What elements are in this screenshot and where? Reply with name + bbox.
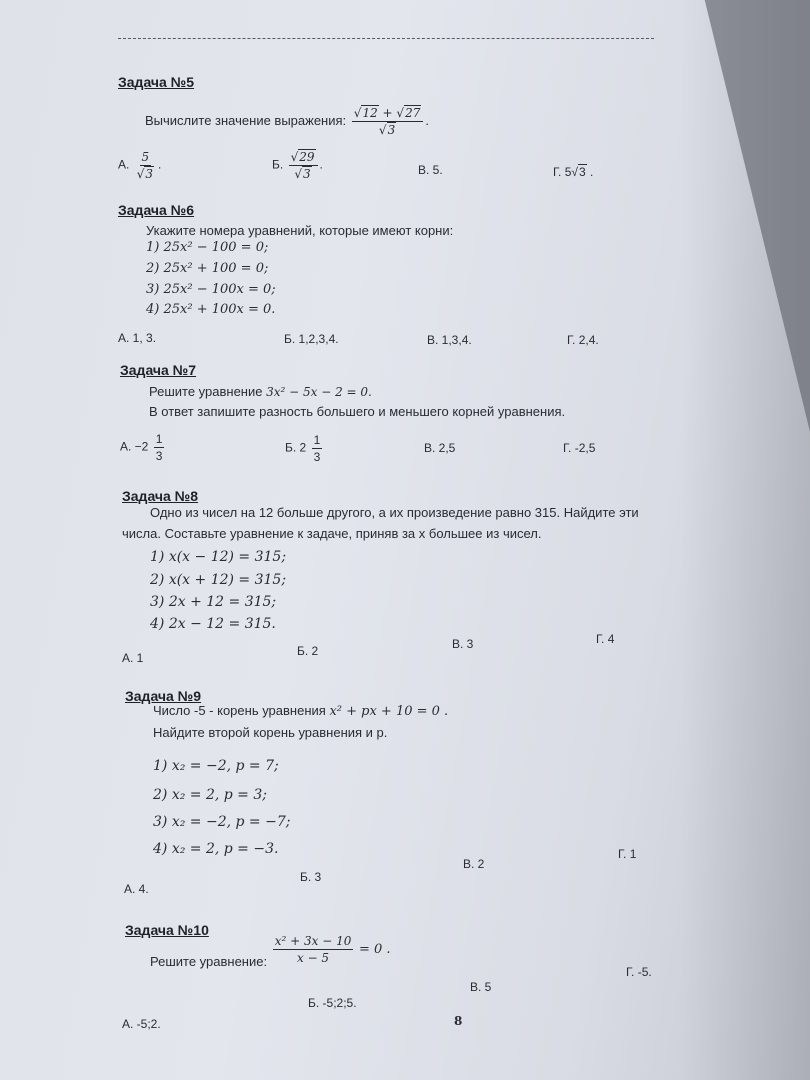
problem-9-equation: x² + px + 10 = 0 . [329, 704, 449, 719]
answer-a-fraction [154, 432, 165, 463]
problem-6-answer-d: Г. 2,4. [567, 333, 599, 347]
problem-10-line-1 [150, 934, 391, 969]
problem-8-item-1: 1) x(x − 12) = 315; [150, 549, 287, 565]
problem-8-item-3: 3) 2x + 12 = 315; [150, 594, 277, 610]
problem-10-denominator: x − 5 [296, 951, 330, 965]
problem-5-question [145, 106, 429, 137]
problem-8-item-4: 4) 2x − 12 = 315. [150, 616, 276, 632]
answer-b-label: Б. [272, 157, 284, 172]
problem-10-numerator: x² + 3x − 10 [274, 934, 352, 948]
problem-7-answer-a [120, 432, 166, 463]
problem-9-answer-a: А. 4. [124, 882, 149, 896]
answer-d-end: . [586, 165, 594, 179]
answer-a-label: А. −2 [120, 439, 149, 454]
problem-8-title: Задача №8 [122, 488, 199, 504]
problem-8-answer-b: Б. 2 [297, 644, 319, 658]
problem-6-item-3: 3) 25x² − 100x = 0; [146, 282, 276, 297]
problem-10-answer-c: В. 5 [470, 980, 492, 994]
radicand-3: 3 [387, 123, 396, 137]
answer-b-den: 3 [313, 450, 321, 464]
problem-5-question-end: . [425, 112, 429, 128]
answer-b-num: 1 [313, 433, 321, 447]
problem-10-answer-a: А. -5;2. [122, 1017, 161, 1031]
problem-9-line-2: Найдите второй корень уравнения и p. [153, 725, 388, 740]
problem-6-title: Задача №6 [118, 202, 195, 218]
problem-5-answer-b [272, 150, 323, 181]
problem-5-answer-a [118, 150, 161, 181]
problem-9-item-4: 4) x₂ = 2, p = −3. [153, 841, 279, 857]
problem-9-item-3: 3) x₂ = −2, p = −7; [153, 814, 291, 830]
answer-d-radicand: 3 [578, 165, 586, 179]
problem-9-answer-c: В. 2 [463, 857, 485, 871]
answer-a-fraction: $\frac{5}{√3}$ [136, 150, 153, 181]
answer-b-fraction: $\frac{√29}{√3}$ [289, 150, 318, 181]
problem-6-answer-c: В. 1,3,4. [427, 333, 472, 347]
problem-8-answer-d: Г. 4 [596, 632, 615, 646]
problem-10-answer-d: Г. -5. [626, 965, 652, 979]
page-number: 8 [454, 1014, 463, 1028]
answer-b-num: 29 [299, 150, 315, 164]
problem-8-line-1: Одно из чисел на 12 больше другого, а их произведение равно 315. Найдите эти [150, 505, 639, 520]
problem-9-line-1 [153, 703, 448, 719]
answer-b-end: . [319, 157, 323, 172]
problem-8-answer-c: В. 3 [452, 637, 474, 651]
answer-a-num: 1 [155, 432, 163, 446]
problem-7-equation: 3x² − 5x − 2 = 0. [266, 385, 372, 399]
problem-10-line-1-text: Решите уравнение: [150, 954, 268, 969]
problem-5-expression: $\frac{√12 + √27}{√3}$ [352, 106, 424, 137]
problem-7-line-1-text: Решите уравнение [149, 384, 263, 399]
answer-b-den: 3 [303, 167, 311, 181]
radicand-27: 27 [405, 106, 421, 120]
answer-d-label: Г. 5 [553, 165, 572, 179]
problem-7-answer-b [285, 433, 324, 464]
problem-6-item-4: 4) 25x² + 100x = 0. [146, 302, 276, 317]
problem-9-item-1: 1) x₂ = −2, p = 7; [153, 758, 279, 774]
problem-7-title: Задача №7 [120, 362, 197, 378]
problem-7-line-2: В ответ запишите разность большего и меньшего корней уравнения. [149, 404, 566, 419]
answer-b-label: Б. 2 [285, 440, 307, 455]
problem-7-answer-c: В. 2,5 [424, 441, 456, 455]
problem-8-item-2: 2) x(x + 12) = 315; [150, 572, 287, 588]
problem-9-answer-b: Б. 3 [300, 870, 322, 884]
problem-5-title: Задача №5 [118, 74, 195, 90]
problem-8-answer-a: А. 1 [122, 651, 144, 665]
answer-a-label: А. [118, 157, 130, 172]
problem-10-title: Задача №10 [125, 922, 209, 938]
problem-10-answer-b: Б. -5;2;5. [308, 996, 357, 1010]
problem-9-item-2: 2) x₂ = 2, p = 3; [153, 787, 267, 803]
problem-5-question-text: Вычислите значение выражения: [145, 112, 347, 128]
answer-a-den: 3 [145, 167, 153, 181]
problem-7-answer-d: Г. -2,5 [563, 441, 596, 455]
radicand-12: 12 [362, 106, 378, 120]
answer-b-fraction [312, 433, 323, 464]
problem-9-answer-d: Г. 1 [618, 847, 637, 861]
problem-8-line-2: числа. Составьте уравнение к задаче, приняв за x большее из чисел. [122, 526, 542, 541]
problem-9-title: Задача №9 [125, 688, 202, 704]
problem-10-fraction [273, 934, 354, 965]
problem-6-question: Укажите номера уравнений, которые имеют корни: [146, 223, 454, 238]
problem-6-answer-b: Б. 1,2,3,4. [284, 332, 339, 346]
plus-sign: + [382, 106, 393, 120]
problem-5-answer-d: Г. 5√3 . [553, 165, 594, 179]
answer-a-end: . [157, 157, 162, 172]
problem-5-answer-c: В. 5. [418, 163, 443, 177]
answer-a-den: 3 [155, 449, 163, 463]
problem-6-answer-a: А. 1, 3. [118, 331, 157, 345]
header-rule [118, 38, 654, 39]
problem-9-line-1-text: Число -5 - корень уравнения [153, 703, 326, 718]
problem-6-item-1: 1) 25x² − 100 = 0; [146, 240, 269, 255]
problem-7-line-1 [149, 384, 372, 399]
answer-a-num: 5 [141, 150, 150, 164]
problem-6-item-2: 2) 25x² + 100 = 0; [146, 261, 269, 276]
problem-10-equals: = 0 . [358, 941, 391, 957]
